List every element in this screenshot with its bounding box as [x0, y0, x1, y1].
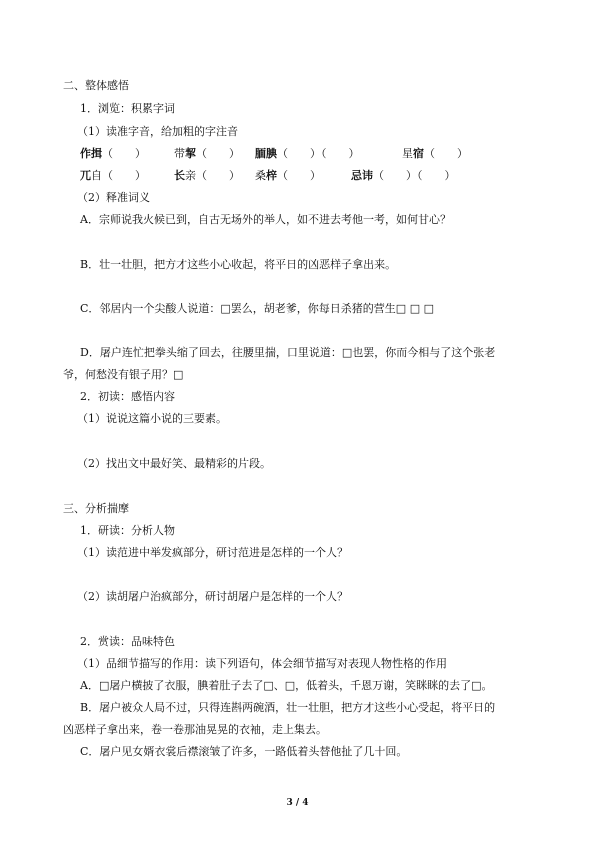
question: （2）读胡屠户治疯部分，研讨胡屠户是怎样的一个人？	[77, 590, 348, 603]
vocab-item: 长亲（ ）	[174, 169, 240, 182]
paragraph: D．屠户连忙把拳头缩了回去，往腰里揣，口里说道：□也罢，你而今相与了这个张老	[80, 346, 496, 359]
paragraph-continued: 凶恶样子拿出来，卷一卷那油晃晃的衣袖，走上集去。	[63, 723, 327, 736]
paragraph: B．壮一壮胆，把方才这些小心收起，将平日的凶恶样子拿出来。	[80, 258, 397, 271]
paragraph: A．□屠户横披了衣服，腆着肚子去了□、□，低着头，千恩万谢，笑眯眯的去了□。	[80, 679, 493, 692]
item-heading: 2．初读：感悟内容	[80, 390, 175, 403]
item-heading: 1．浏览：积累字词	[80, 102, 175, 115]
paragraph: C．屠户见女婿衣裳后襟滚皱了许多，一路低着头替他扯了几十回。	[80, 745, 408, 758]
page-number: 3 / 4	[286, 798, 309, 808]
paragraph-continued: 爷，何愁没有银子用？□	[63, 368, 184, 381]
paragraph: A．宗师说我火候已到，自古无场外的举人，如不进去考他一考，如何甘心？	[80, 213, 451, 226]
vocab-item: 忌讳（ ）（ ）	[351, 169, 456, 182]
section-heading: 二、整体感悟	[63, 79, 129, 92]
vocab-item: 桑梓（ ）	[255, 169, 321, 182]
vocab-item: 腼腆（ ）（ ）	[255, 147, 360, 160]
sub-heading: （2）释准词义	[77, 191, 150, 204]
vocab-item: 带挈（ ）	[174, 147, 240, 160]
item-heading: 2．赏读：品味特色	[80, 635, 175, 648]
paragraph: B．屠户被众人局不过，只得连斟两碗酒，壮一壮胆，把方才这些小心受起，将平日的	[80, 701, 496, 714]
vocab-item: 星宿（ ）	[402, 147, 468, 160]
vocab-item: 兀自（ ）	[80, 169, 146, 182]
question: （2）找出文中最好笑、最精彩的片段。	[77, 457, 271, 470]
vocab-item: 作揖（ ）	[80, 147, 146, 160]
paragraph: C．邻居内一个尖酸人说道：□罢么，胡老爹，你每日杀猪的营生□ □ □	[80, 302, 434, 315]
sub-heading: （1）读准字音，给加粗的字注音	[77, 125, 238, 138]
question: （1）说说这篇小说的三要素。	[77, 412, 227, 425]
question: （1）读范进中举发疯部分，研讨范进是怎样的一个人？	[77, 546, 348, 559]
item-heading: 1．研读：分析人物	[80, 524, 175, 537]
section-heading: 三、分析揣摩	[63, 502, 129, 515]
sub-heading: （1）品细节描写的作用：读下列语句，体会细节描写对表现人物性格的作用	[77, 657, 447, 670]
